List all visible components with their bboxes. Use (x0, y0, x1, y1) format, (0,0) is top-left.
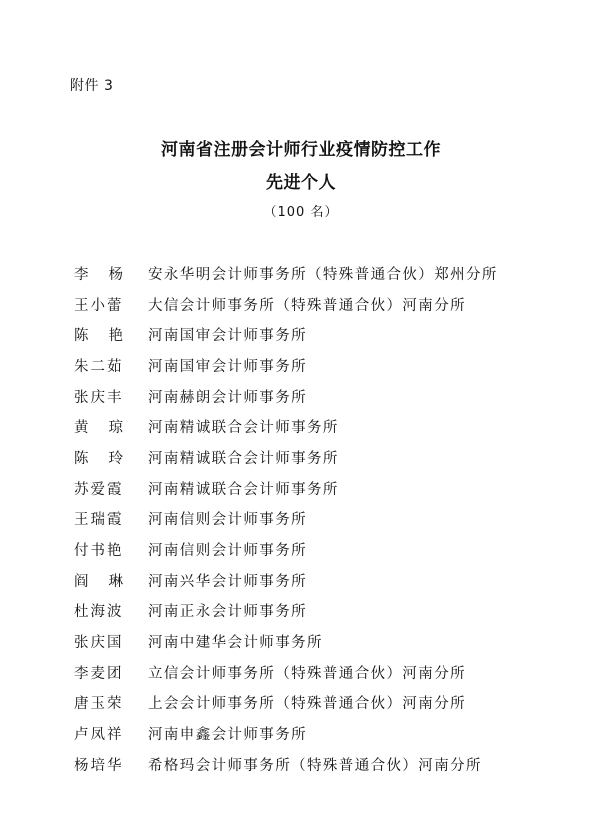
person-name (74, 263, 123, 284)
person-organization: 河南信则会计师事务所 (148, 512, 307, 529)
list-item (74, 350, 574, 381)
person-name: 卢凤祥 (74, 727, 124, 744)
list-item (74, 565, 574, 596)
person-organization: 大信会计师事务所（特殊普通合伙）河南分所 (148, 297, 466, 314)
person-name-char: 陈 (74, 450, 89, 467)
count-note: （100 名） (263, 205, 339, 220)
list-item (74, 718, 574, 749)
list-item (74, 657, 574, 688)
list-item (74, 258, 574, 289)
person-organization: 河南国审会计师事务所 (148, 358, 307, 375)
person-organization: 上会会计师事务所（特殊普通合伙）河南分所 (148, 696, 466, 713)
person-name (74, 324, 123, 345)
person-name-char: 艳 (108, 328, 123, 345)
person-organization: 河南兴华会计师事务所 (148, 573, 307, 590)
attachment-label: 附件 3 (70, 78, 114, 94)
person-name: 苏爱霞 (74, 481, 124, 498)
person-name: 杜海波 (74, 604, 124, 621)
people-list (74, 258, 574, 780)
list-item (74, 411, 574, 442)
person-organization: 河南申鑫会计师事务所 (148, 727, 307, 744)
list-item (74, 688, 574, 719)
list-item (74, 626, 574, 657)
person-name-char: 琼 (108, 420, 123, 437)
person-organization: 立信会计师事务所（特殊普通合伙）河南分所 (148, 665, 466, 682)
list-item (74, 504, 574, 535)
list-item (74, 749, 574, 780)
person-organization: 河南精诚联合会计师事务所 (148, 481, 339, 498)
person-name-char: 杨 (108, 266, 123, 283)
person-name: 王瑞霞 (74, 512, 124, 529)
person-organization: 安永华明会计师事务所（特殊普通合伙）郑州分所 (148, 266, 498, 283)
person-name (74, 416, 123, 437)
list-item (74, 381, 574, 412)
list-item (74, 289, 574, 320)
person-organization: 河南赫朗会计师事务所 (148, 389, 307, 406)
person-organization: 河南国审会计师事务所 (148, 328, 307, 345)
list-item (74, 442, 574, 473)
person-name (74, 570, 123, 591)
person-name: 付书艳 (74, 543, 124, 560)
document-title-line-1: 河南省注册会计师行业疫情防控工作 (161, 140, 441, 160)
person-name-char: 玲 (108, 450, 123, 467)
person-organization: 希格玛会计师事务所（特殊普通合伙）河南分所 (148, 757, 482, 774)
person-name: 朱二茹 (74, 358, 124, 375)
person-name: 杨培华 (74, 757, 124, 774)
person-organization: 河南正永会计师事务所 (148, 604, 307, 621)
person-name: 唐玉荣 (74, 696, 124, 713)
person-organization: 河南精诚联合会计师事务所 (148, 450, 339, 467)
person-organization: 河南中建华会计师事务所 (148, 635, 323, 652)
person-name (74, 447, 123, 468)
person-name-char: 陈 (74, 328, 89, 345)
list-item (74, 596, 574, 627)
list-item (74, 473, 574, 504)
person-name: 王小蕾 (74, 297, 124, 314)
list-item (74, 319, 574, 350)
person-name: 李麦团 (74, 665, 124, 682)
person-name-char: 李 (74, 266, 89, 283)
person-name: 张庆国 (74, 635, 124, 652)
person-name: 张庆丰 (74, 389, 124, 406)
document-title-line-2: 先进个人 (266, 173, 336, 193)
person-name-char: 黄 (74, 420, 89, 437)
person-name-char: 琳 (108, 573, 123, 590)
person-organization: 河南精诚联合会计师事务所 (148, 420, 339, 437)
list-item (74, 534, 574, 565)
person-organization: 河南信则会计师事务所 (148, 543, 307, 560)
person-name-char: 阎 (74, 573, 89, 590)
